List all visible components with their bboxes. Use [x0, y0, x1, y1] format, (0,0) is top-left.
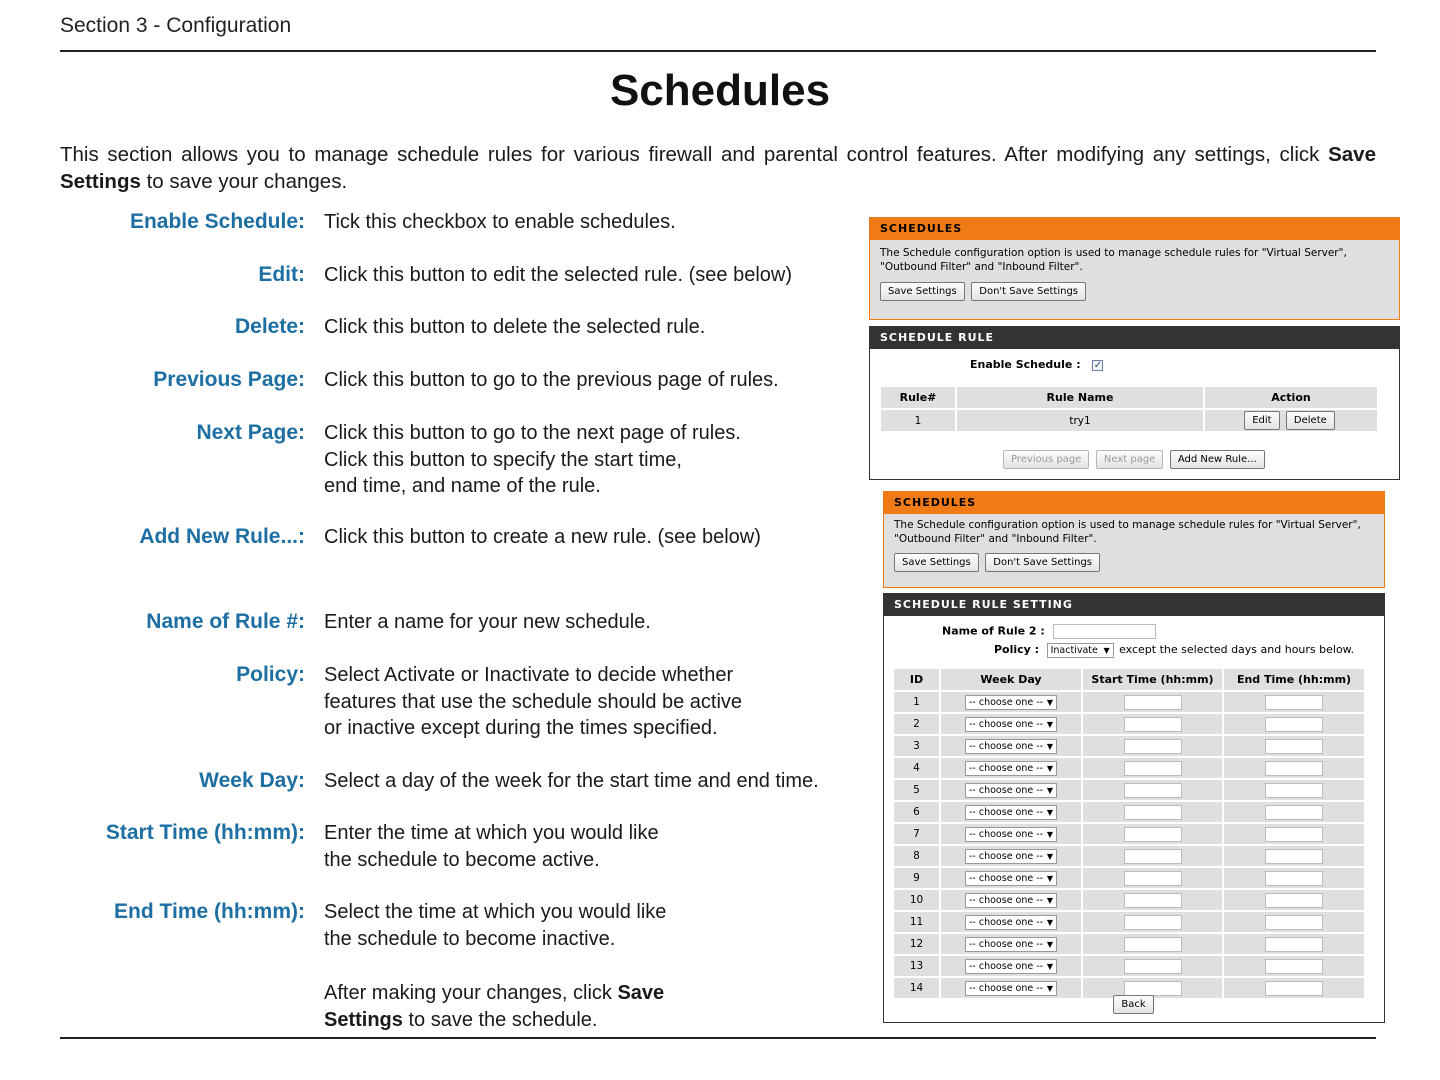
week-day-select[interactable]: -- choose one -- ▼ — [965, 959, 1057, 974]
week-day-select[interactable]: -- choose one -- ▼ — [965, 915, 1057, 930]
end-time-input[interactable] — [1265, 959, 1323, 974]
end-time-input[interactable] — [1265, 915, 1323, 930]
rule-number-cell: 1 — [881, 410, 955, 431]
chevron-down-icon: ▼ — [1046, 895, 1053, 905]
start-time-input[interactable] — [1124, 761, 1182, 776]
chevron-down-icon: ▼ — [1046, 917, 1053, 927]
start-time-cell — [1083, 780, 1222, 800]
description: After making your changes, click Save Settings to save the schedule. — [324, 982, 665, 1031]
week-day-select[interactable]: -- choose one -- ▼ — [965, 981, 1057, 996]
chevron-down-icon: ▼ — [1046, 741, 1053, 751]
start-time-cell — [1083, 956, 1222, 976]
edit-button[interactable]: Edit — [1244, 411, 1279, 430]
chevron-down-icon: ▼ — [1046, 873, 1053, 883]
start-time-cell — [1083, 736, 1222, 756]
start-time-cell — [1083, 692, 1222, 712]
table-row — [894, 758, 1364, 778]
chevron-down-icon: ▼ — [1046, 939, 1053, 949]
start-time-cell — [1083, 846, 1222, 866]
start-time-input[interactable] — [1124, 981, 1182, 996]
end-time-cell — [1224, 846, 1364, 866]
chevron-down-icon: ▼ — [1046, 983, 1053, 993]
end-time-cell — [1224, 890, 1364, 910]
week-day-cell — [941, 758, 1081, 778]
table-row — [894, 802, 1364, 822]
panel-header: SCHEDULE RULE — [870, 327, 1399, 349]
schedule-rule-panel — [869, 326, 1400, 480]
term: Start Time (hh:mm): — [105, 821, 305, 844]
policy-select[interactable]: Inactivate ▼ — [1047, 643, 1114, 658]
start-time-cell — [1083, 824, 1222, 844]
row-id: 11 — [894, 912, 939, 932]
schedules-panel-1 — [869, 217, 1400, 320]
row-id: 4 — [894, 758, 939, 778]
action-cell — [1205, 410, 1377, 431]
table-row — [894, 890, 1364, 910]
row-id: 5 — [894, 780, 939, 800]
start-time-cell — [1083, 758, 1222, 778]
rule-name-cell: try1 — [957, 410, 1203, 431]
week-day-cell — [941, 736, 1081, 756]
end-time-input[interactable] — [1265, 981, 1323, 996]
enable-schedule-checkbox[interactable]: ✓ — [1093, 359, 1103, 371]
week-day-select[interactable]: -- choose one -- ▼ — [965, 805, 1057, 820]
term: End Time (hh:mm): — [114, 900, 305, 923]
chevron-down-icon: ▼ — [1103, 646, 1110, 655]
save-settings-button[interactable]: Save Settings — [894, 553, 979, 572]
add-new-rule-button[interactable]: Add New Rule... — [1170, 450, 1265, 469]
end-time-input[interactable] — [1265, 849, 1323, 864]
start-time-cell — [1083, 890, 1222, 910]
intro-paragraph: This section allows you to manage schedule rules for various firewall and parental control features. After modifying any settings, click Save Settings to save your changes. — [60, 143, 1376, 193]
end-time-input[interactable] — [1265, 805, 1323, 820]
term: Enable Schedule: — [129, 210, 305, 233]
description: Select the time at which you would like the schedule to become inactive. — [324, 901, 667, 950]
end-time-input[interactable] — [1265, 827, 1323, 842]
row-id: 14 — [894, 978, 939, 998]
pagination-row — [1003, 450, 1268, 469]
week-day-cell — [941, 868, 1081, 888]
table-row — [894, 912, 1364, 932]
end-time-input[interactable] — [1265, 761, 1323, 776]
end-time-input[interactable] — [1265, 695, 1323, 710]
description: Select a day of the week for the start time and end time. — [324, 770, 819, 792]
end-time-input[interactable] — [1265, 739, 1323, 754]
dont-save-settings-button[interactable]: Don't Save Settings — [971, 282, 1086, 301]
end-time-cell — [1224, 912, 1364, 932]
description: Enter the time at which you would like the schedule to become active. — [324, 822, 659, 871]
week-day-cell — [941, 692, 1081, 712]
week-day-select[interactable]: -- choose one -- ▼ — [965, 739, 1057, 754]
start-time-input[interactable] — [1124, 695, 1182, 710]
start-time-cell — [1083, 802, 1222, 822]
policy-label: Policy : — [994, 643, 1040, 656]
page-title: Schedules — [609, 66, 831, 115]
end-time-cell — [1224, 758, 1364, 778]
col-id: ID — [894, 669, 939, 690]
start-time-input[interactable] — [1124, 805, 1182, 820]
end-time-cell — [1224, 956, 1364, 976]
week-day-select[interactable]: -- choose one -- ▼ — [965, 695, 1057, 710]
end-time-cell — [1224, 714, 1364, 734]
enable-schedule-label: Enable Schedule : — [970, 358, 1081, 371]
row-id: 3 — [894, 736, 939, 756]
week-day-select[interactable]: -- choose one -- ▼ — [965, 783, 1057, 798]
end-time-cell — [1224, 692, 1364, 712]
term: Name of Rule #: — [146, 610, 305, 633]
table-row — [894, 692, 1364, 712]
description: Click this button to delete the selected rule. — [324, 316, 706, 338]
row-id: 6 — [894, 802, 939, 822]
end-time-input[interactable] — [1265, 783, 1323, 798]
table-row — [894, 934, 1364, 954]
description: Enter a name for your new schedule. — [324, 611, 651, 633]
start-time-input[interactable] — [1124, 717, 1182, 732]
row-id: 8 — [894, 846, 939, 866]
schedule-setting-table — [892, 667, 1366, 1000]
rule-name-label: Name of Rule 2 : — [942, 624, 1045, 638]
chevron-down-icon: ▼ — [1046, 961, 1053, 971]
table-row — [894, 824, 1364, 844]
table-row — [894, 956, 1364, 976]
term: Edit: — [258, 263, 305, 286]
chevron-down-icon: ▼ — [1046, 785, 1053, 795]
rules-table — [879, 385, 1379, 433]
section-header: Section 3 - Configuration — [60, 14, 292, 37]
panel-description: The Schedule configuration option is used to manage schedule rules for "Virtual Server", "Outbound Filter" and "Inbound Filter". — [894, 519, 1361, 545]
delete-button[interactable]: Delete — [1286, 411, 1335, 430]
col-week-day: Week Day — [941, 669, 1081, 690]
table-header-row — [881, 387, 1377, 408]
end-time-input[interactable] — [1265, 871, 1323, 886]
back-button[interactable]: Back — [1113, 995, 1153, 1014]
col-rule-number: Rule# — [881, 387, 955, 408]
chevron-down-icon: ▼ — [1046, 719, 1053, 729]
week-day-cell — [941, 956, 1081, 976]
end-time-input[interactable] — [1265, 893, 1323, 908]
week-day-select[interactable]: -- choose one -- ▼ — [965, 893, 1057, 908]
bottom-divider — [60, 1037, 1376, 1039]
week-day-cell — [941, 802, 1081, 822]
description: Click this button to go to the previous page of rules. — [324, 369, 779, 391]
description: Click this button to create a new rule. (see below) — [324, 526, 761, 548]
chevron-down-icon: ▼ — [1046, 829, 1053, 839]
rule-name-input[interactable] — [1053, 624, 1156, 639]
chevron-down-icon: ▼ — [1046, 807, 1053, 817]
start-time-input[interactable] — [1124, 739, 1182, 754]
row-id: 1 — [894, 692, 939, 712]
end-time-cell — [1224, 934, 1364, 954]
week-day-cell — [941, 714, 1081, 734]
term: Policy: — [236, 663, 305, 686]
rule-name-row — [942, 624, 1156, 639]
start-time-input[interactable] — [1124, 827, 1182, 842]
row-id: 9 — [894, 868, 939, 888]
row-id: 10 — [894, 890, 939, 910]
save-settings-button[interactable]: Save Settings — [880, 282, 965, 301]
start-time-cell — [1083, 912, 1222, 932]
schedule-rule-setting-panel — [883, 593, 1385, 1023]
col-action: Action — [1205, 387, 1377, 408]
table-row — [894, 736, 1364, 756]
col-end-time: End Time (hh:mm) — [1224, 669, 1364, 690]
policy-row — [994, 643, 1354, 658]
row-id: 7 — [894, 824, 939, 844]
term: Week Day: — [199, 769, 305, 792]
start-time-input[interactable] — [1124, 849, 1182, 864]
col-start-time: Start Time (hh:mm) — [1083, 669, 1222, 690]
end-time-input[interactable] — [1265, 937, 1323, 952]
start-time-input[interactable] — [1124, 937, 1182, 952]
description: Tick this checkbox to enable schedules. — [324, 211, 676, 233]
table-header-row — [894, 669, 1364, 690]
chevron-down-icon: ▼ — [1046, 697, 1053, 707]
week-day-cell — [941, 780, 1081, 800]
chevron-down-icon: ▼ — [1046, 851, 1053, 861]
end-time-cell — [1224, 868, 1364, 888]
description: Click this button to edit the selected rule. (see below) — [324, 264, 793, 286]
table-row — [894, 714, 1364, 734]
table-row — [881, 410, 1377, 431]
top-divider — [60, 50, 1376, 52]
policy-suffix: except the selected days and hours below. — [1119, 643, 1355, 656]
term: Next Page: — [196, 421, 305, 444]
week-day-cell — [941, 912, 1081, 932]
back-row — [884, 995, 1386, 1014]
end-time-cell — [1224, 780, 1364, 800]
week-day-select[interactable]: -- choose one -- ▼ — [965, 827, 1057, 842]
week-day-cell — [941, 934, 1081, 954]
description: Click this button to go to the next page of rules. Click this button to specify the start time, end time, and name of the rule. — [324, 422, 741, 497]
dont-save-settings-button[interactable]: Don't Save Settings — [985, 553, 1100, 572]
next-page-button[interactable]: Next page — [1096, 450, 1163, 469]
table-row — [894, 846, 1364, 866]
table-row — [894, 780, 1364, 800]
previous-page-button[interactable]: Previous page — [1003, 450, 1089, 469]
panel-header: SCHEDULES — [870, 218, 1399, 240]
start-time-input[interactable] — [1124, 871, 1182, 886]
term: Delete: — [234, 315, 305, 338]
start-time-input[interactable] — [1124, 915, 1182, 930]
week-day-cell — [941, 890, 1081, 910]
week-day-cell — [941, 846, 1081, 866]
panel-description: The Schedule configuration option is used to manage schedule rules for "Virtual Server", "Outbound Filter" and "Inbound Filter". — [880, 247, 1347, 273]
week-day-select[interactable]: -- choose one -- ▼ — [965, 849, 1057, 864]
panel-header: SCHEDULES — [884, 492, 1384, 514]
end-time-cell — [1224, 824, 1364, 844]
week-day-cell — [941, 824, 1081, 844]
end-time-cell — [1224, 802, 1364, 822]
start-time-input[interactable] — [1124, 783, 1182, 798]
week-day-select[interactable]: -- choose one -- ▼ — [965, 717, 1057, 732]
col-rule-name: Rule Name — [957, 387, 1203, 408]
end-time-input[interactable] — [1265, 717, 1323, 732]
term: Previous Page: — [153, 368, 305, 391]
end-time-cell — [1224, 736, 1364, 756]
start-time-input[interactable] — [1124, 893, 1182, 908]
start-time-input[interactable] — [1124, 959, 1182, 974]
row-id: 13 — [894, 956, 939, 976]
row-id: 12 — [894, 934, 939, 954]
enable-schedule-row — [970, 358, 1103, 371]
term: Add New Rule...: — [139, 525, 305, 548]
week-day-select[interactable]: -- choose one -- ▼ — [965, 871, 1057, 886]
week-day-select[interactable]: -- choose one -- ▼ — [965, 761, 1057, 776]
week-day-select[interactable]: -- choose one -- ▼ — [965, 937, 1057, 952]
panel-header: SCHEDULE RULE SETTING — [884, 594, 1384, 616]
schedules-panel-2 — [883, 491, 1385, 588]
table-row — [894, 868, 1364, 888]
row-id: 2 — [894, 714, 939, 734]
start-time-cell — [1083, 934, 1222, 954]
description: Select Activate or Inactivate to decide whether features that use the schedule should be active or inactive except during the times specified. — [324, 664, 743, 739]
chevron-down-icon: ▼ — [1046, 763, 1053, 773]
start-time-cell — [1083, 714, 1222, 734]
start-time-cell — [1083, 868, 1222, 888]
